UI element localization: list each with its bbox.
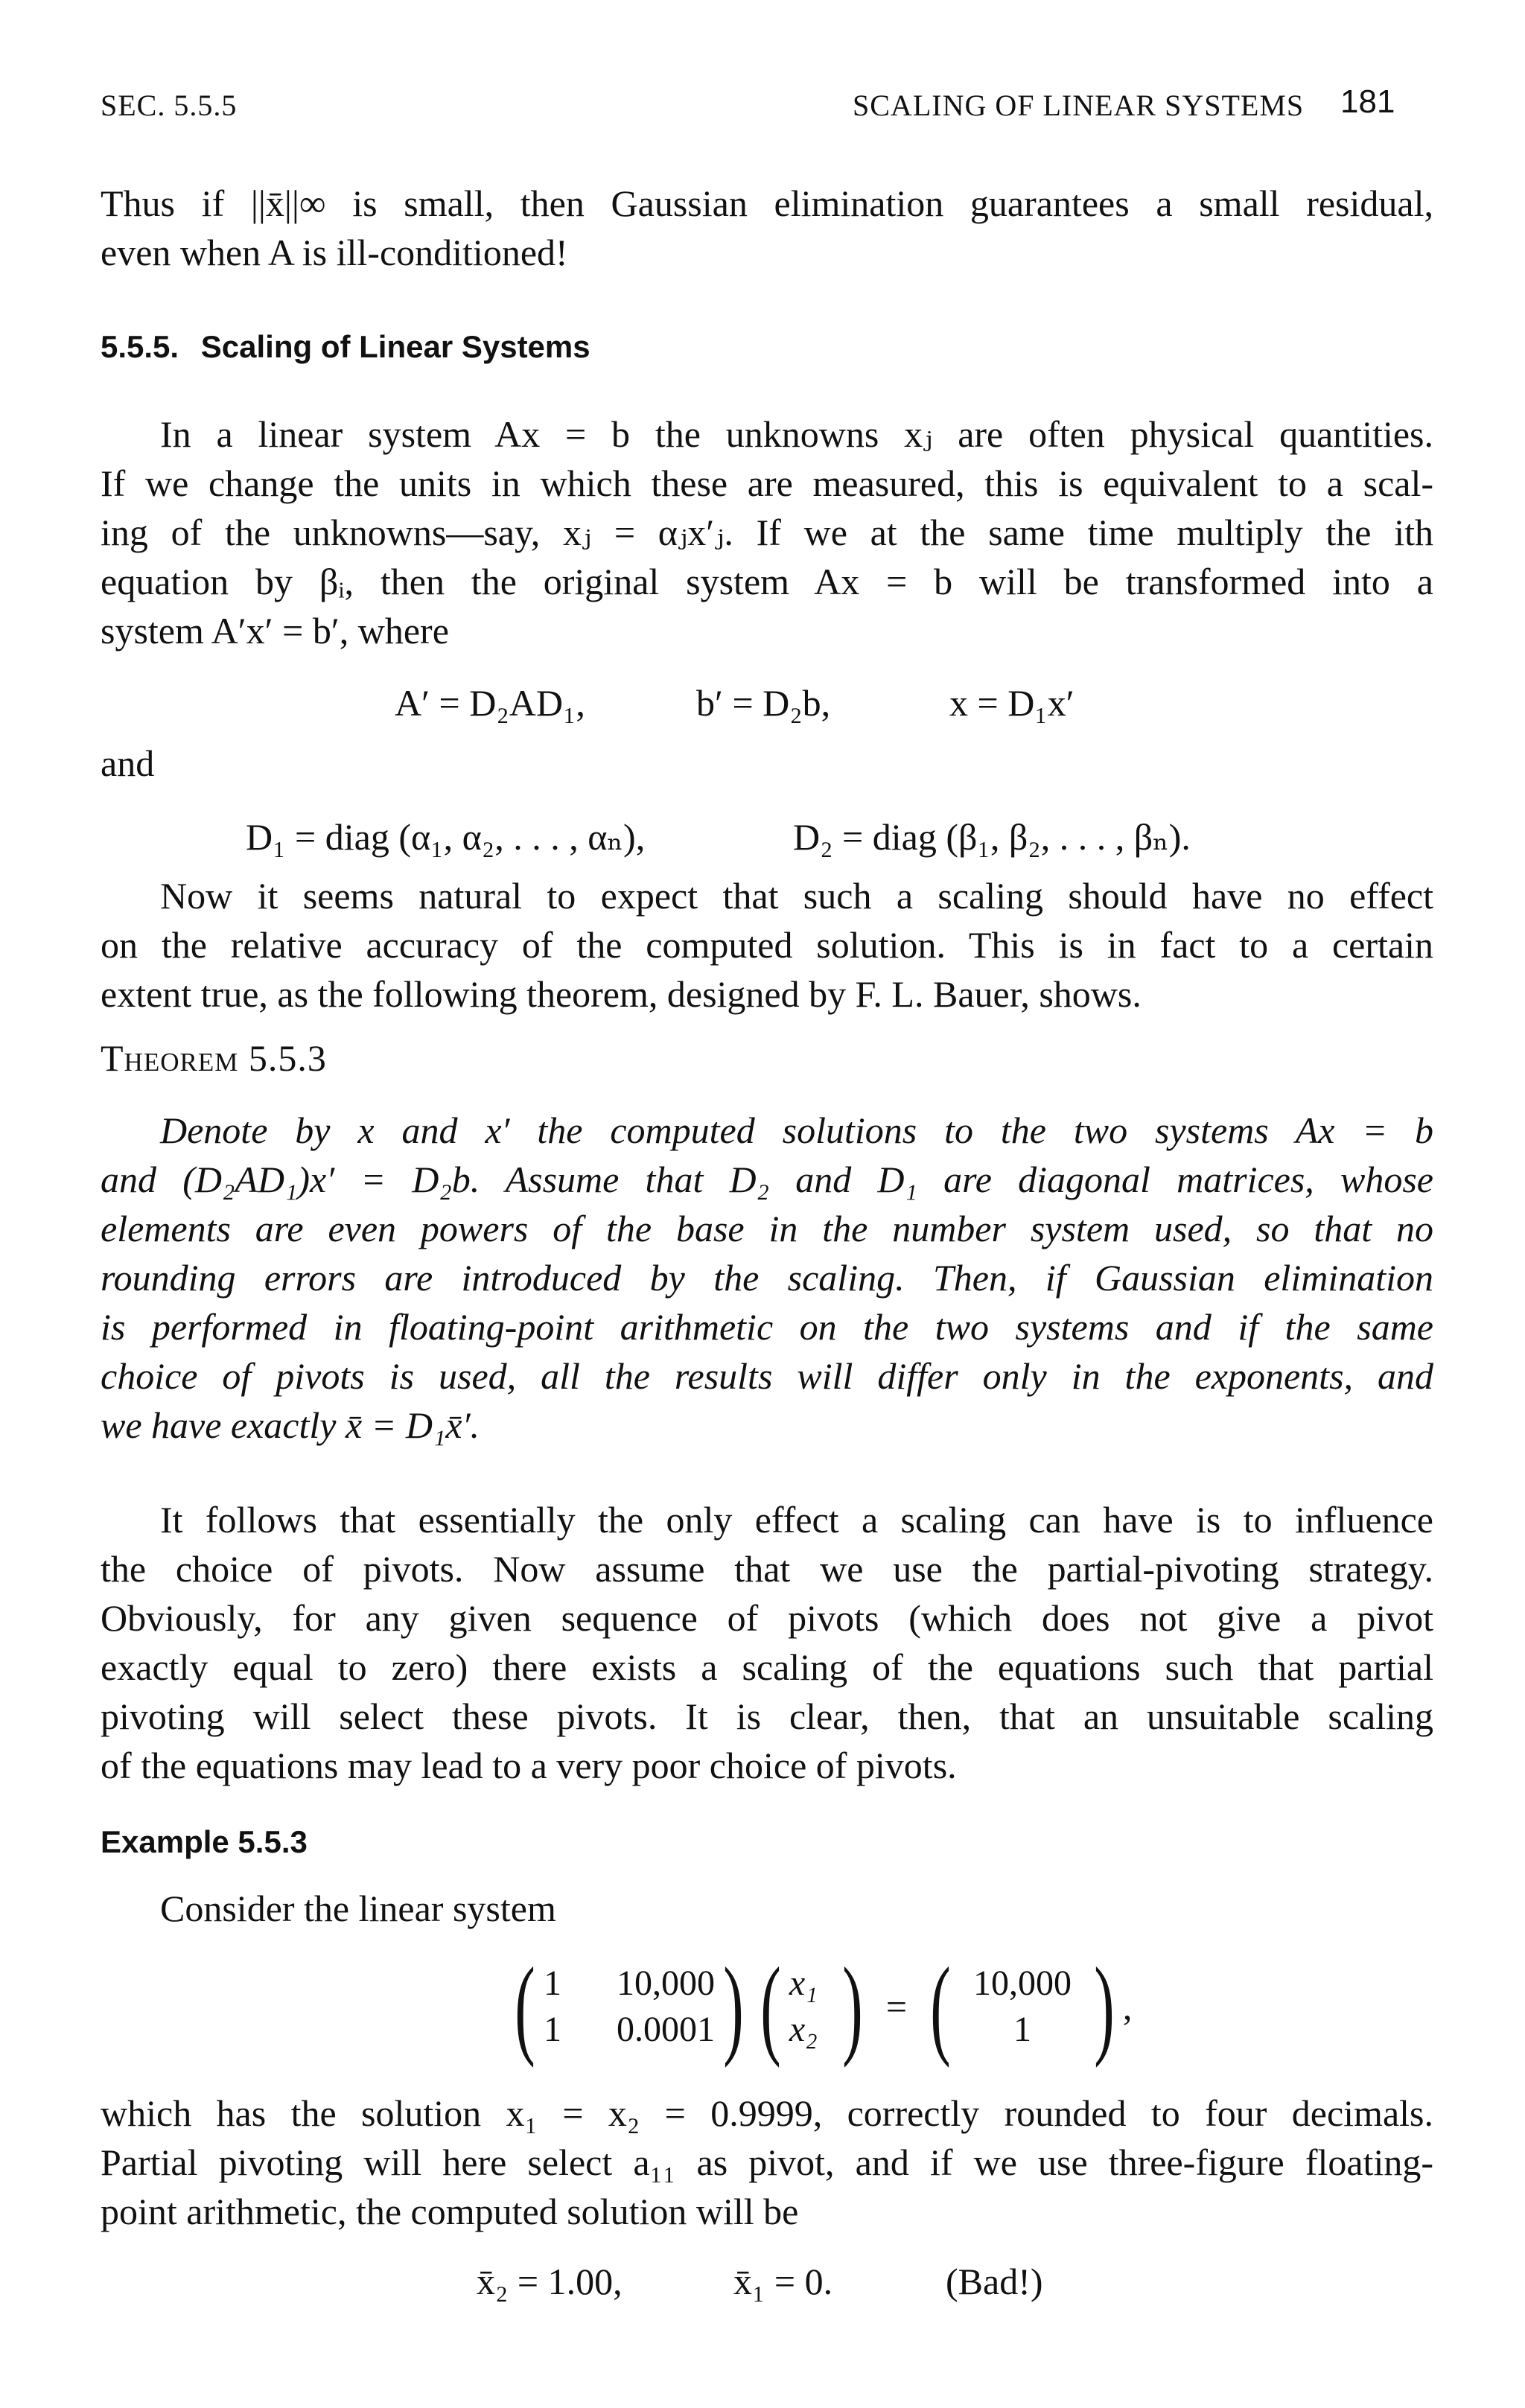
- text-line: pivoting will select these pivots. It is clear, then, that an unsuitable scaling: [101, 1695, 1433, 1737]
- matrix-equation: [506, 1947, 1132, 2066]
- vector-cell: 10,000: [972, 1963, 1072, 2003]
- example-heading: Example 5.5.3: [101, 1824, 308, 1859]
- d1-definition: D₁ = diag (α₁, α₂, . . . , αₙ),: [246, 816, 646, 858]
- d2-definition: D₂ = diag (β₁, β₂, . . . , βₙ).: [793, 816, 1191, 858]
- theorem-line: rounding errors are introduced by the scaling. Then, if Gaussian elimination: [101, 1257, 1433, 1299]
- text-line: the choice of pivots. Now assume that we use the partial-pivoting strategy.: [101, 1548, 1433, 1590]
- text-line: exactly equal to zero) there exists a scaling of the equations such that partial: [101, 1646, 1433, 1688]
- matrix-cell: 1: [543, 1963, 561, 2003]
- text-line: In a linear system Ax = b the unknowns xⱼ are often physical quantities.: [160, 413, 1433, 455]
- matrix-cell: 0.0001: [616, 2010, 715, 2049]
- rhs-vector: [959, 1961, 1086, 2052]
- computed-x2: x̄₂ = 1.00,: [477, 2261, 623, 2302]
- accuracy-paragraph: [101, 871, 1433, 1019]
- transform-equation-a: A′ = D₂AD₁,: [395, 682, 585, 724]
- right-paren: ): [842, 1945, 863, 2068]
- text-line: Now it seems natural to expect that such a scaling should have no effect: [160, 875, 1433, 917]
- pivot-paragraph: [101, 1495, 1433, 1790]
- text-line: which has the solution x₁ = x₂ = 0.9999, correctly rounded to four decimals.: [101, 2092, 1433, 2134]
- theorem-line: Denote by x and x′ the computed solutions to the two systems Ax = b: [160, 1109, 1433, 1151]
- text-line: If we change the units in which these are measured, this is equivalent to a scal-: [101, 462, 1433, 504]
- text-line: It follows that essentially the only effect a scaling can have is to influence: [160, 1499, 1433, 1541]
- text-line: extent true, as the following theorem, designed by F. L. Bauer, shows.: [101, 973, 1142, 1015]
- solution-paragraph: [101, 2089, 1433, 2236]
- transform-equation-b: b′ = D₂b,: [696, 682, 831, 724]
- and-word: and: [101, 742, 155, 784]
- computed-x1: x̄₁ = 0.: [733, 2261, 833, 2302]
- theorem-line: and (D₂AD₁)x′ = D₂b. Assume that D₂ and D₁ are diagonal matrices, whose: [101, 1159, 1433, 1200]
- text-line: ing of the unknowns—say, xⱼ = αⱼx′ⱼ. If we at the same time multiply the ith: [101, 512, 1433, 553]
- matrix-cell: 1: [543, 2010, 561, 2049]
- left-paren: (: [930, 1945, 951, 2068]
- equals-sign: =: [885, 1986, 908, 2028]
- bad-remark: (Bad!): [946, 2261, 1043, 2302]
- theorem-line: is performed in floating-point arithmetic on the two systems and if the same: [101, 1306, 1433, 1348]
- theorem-line: elements are even powers of the base in the number system used, so that no: [101, 1208, 1433, 1249]
- intro-line-2: even when A is ill-conditioned!: [101, 232, 568, 273]
- vector-cell: x₂: [789, 2010, 818, 2049]
- running-title: SCALING OF LINEAR SYSTEMS: [853, 89, 1305, 122]
- intro-paragraph: [101, 179, 1433, 277]
- text-line: on the relative accuracy of the computed solution. This is in fact to a certain: [101, 924, 1433, 966]
- trailing-comma: ,: [1122, 1986, 1133, 2028]
- section-number: 5.5.5.: [101, 329, 179, 364]
- left-paren: (: [515, 1945, 535, 2068]
- scaling-paragraph: [101, 410, 1433, 655]
- vector-cell: x₁: [789, 1963, 818, 2003]
- section-title: Scaling of Linear Systems: [200, 329, 590, 364]
- coefficient-matrix: [544, 1961, 715, 2052]
- right-paren: ): [1094, 1945, 1115, 2068]
- intro-line-1: Thus if ||x̄||∞ is small, then Gaussian elimination guarantees a small residual,: [101, 182, 1433, 224]
- left-paren: (: [760, 1945, 781, 2068]
- text-line: of the equations may lead to a very poor choice of pivots.: [101, 1745, 957, 1786]
- vector-cell: 1: [1013, 2010, 1031, 2049]
- text-line: system A′x′ = b′, where: [101, 610, 449, 652]
- text-line: point arithmetic, the computed solution will be: [101, 2191, 799, 2232]
- section-reference: SEC. 5.5.5: [101, 89, 238, 122]
- example-intro: Consider the linear system: [160, 1888, 556, 1929]
- text-line: Obviously, for any given sequence of pivots (which does not give a pivot: [101, 1597, 1433, 1639]
- transform-equation-c: x = D₁x′: [949, 682, 1074, 724]
- theorem-body: [101, 1106, 1433, 1450]
- text-line: equation by βᵢ, then the original system Ax = b will be transformed into a: [101, 561, 1433, 602]
- unknown-vector: [789, 1961, 834, 2052]
- matrix-cell: 10,000: [616, 1963, 715, 2003]
- theorem-line: we have exactly x̄ = D₁x̄′.: [101, 1404, 480, 1446]
- theorem-label: Theorem 5.5.3: [101, 1037, 327, 1079]
- text-line: Partial pivoting will here select a₁₁ as pivot, and if we use three-figure floating-: [101, 2141, 1433, 2183]
- section-heading: [101, 329, 590, 365]
- right-paren: ): [723, 1945, 744, 2068]
- page-number: 181: [1340, 83, 1395, 120]
- theorem-line: choice of pivots is used, all the results will differ only in the exponents, and: [101, 1355, 1433, 1397]
